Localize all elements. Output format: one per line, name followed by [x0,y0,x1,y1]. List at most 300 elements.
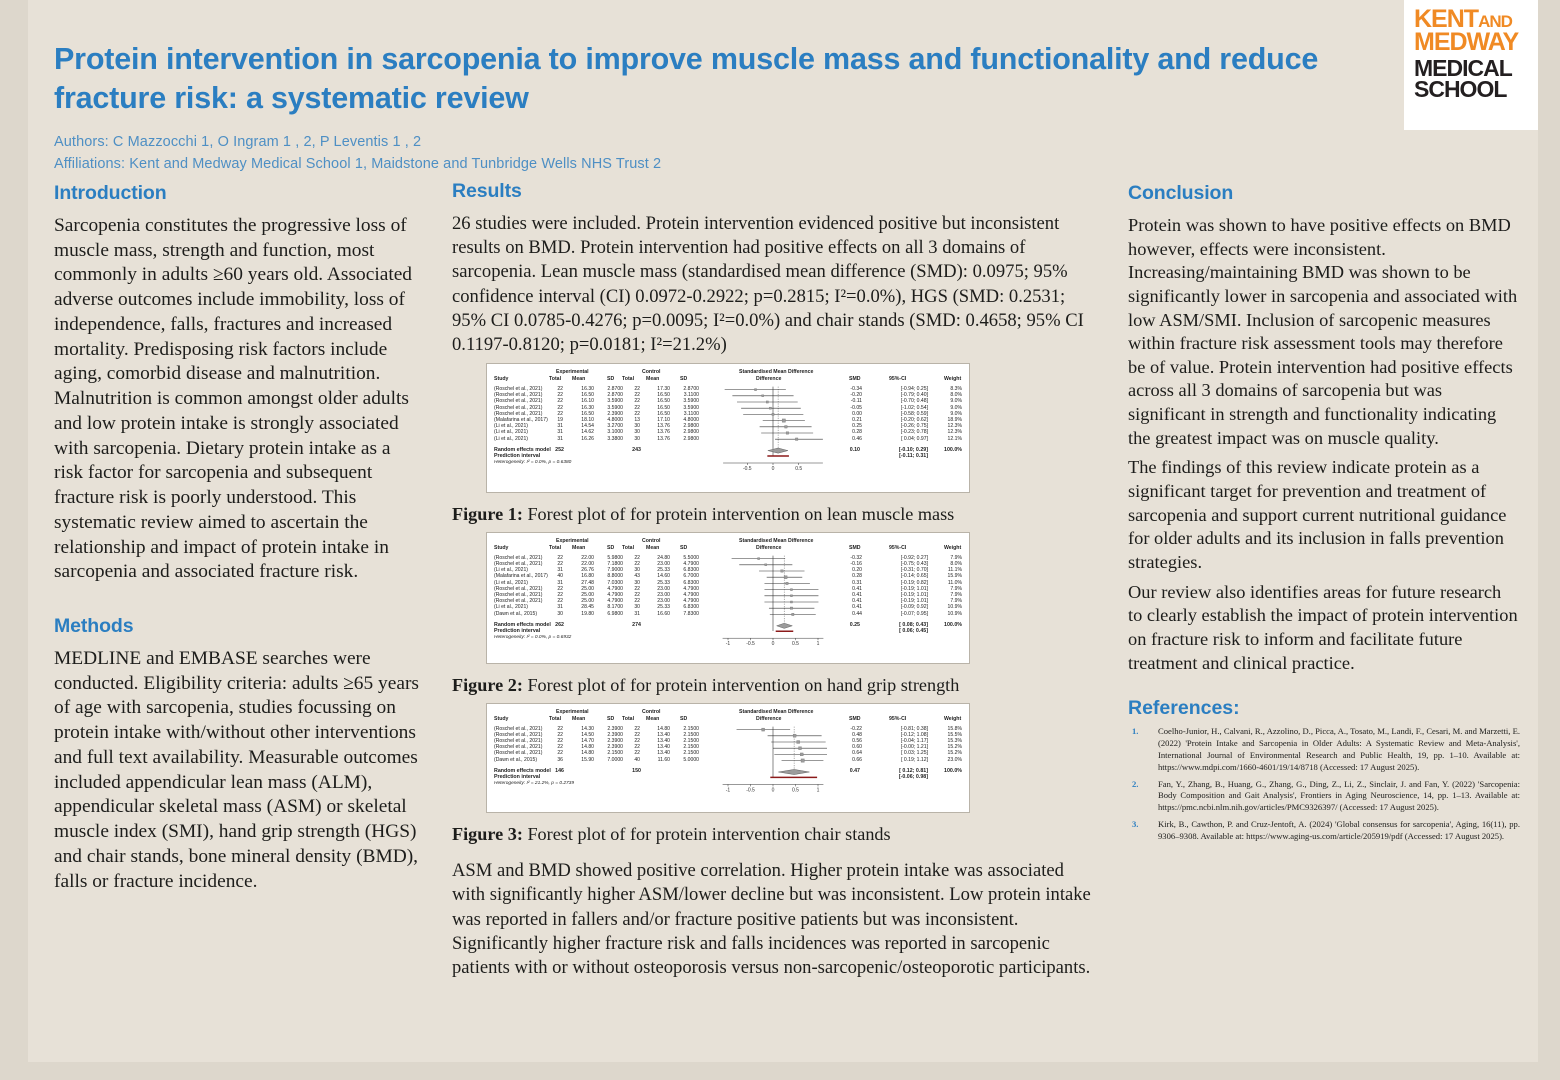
conclusion-paragraph-2: The findings of this review indicate protein as a significant target for prevention and treatment of sarcopenia and support current nutritional guidance for older adults and its inclusion in falls prevention strategies. [1128,457,1507,572]
cell-ci: [-0.26; 0.75] [900,423,928,430]
col-header-c-mean: Mean [646,376,660,383]
figure-1-caption-label: Figure 1: [452,504,523,525]
cell-c-sd: 7.8300 [683,610,699,617]
cell-weight: 10.9% [947,610,962,617]
cell-e-sd: 2.3900 [607,410,623,417]
cell-c-sd: 6.7000 [683,573,699,580]
cell-weight: 15.5% [947,731,962,738]
cell-c-total: 30 [634,567,640,574]
cell-ci: [-0.12; 1.08] [900,731,928,738]
methods-heading: Methods [54,615,134,638]
col-header-c-sd: SD [680,715,688,722]
figure-2-caption-label: Figure 2: [452,674,523,695]
logo-line-medical: MEDICAL [1414,54,1512,81]
introduction-heading: Introduction [54,182,167,204]
prediction-ci: [-0.11; 0.31] [899,452,928,459]
col-header-c-mean: Mean [646,544,660,551]
cell-study: (Roschel et al., 2021) [494,554,543,561]
cell-c-sd: 5.5000 [683,554,699,561]
cell-c-total: 22 [634,585,640,592]
cell-c-sd: 3.5900 [683,398,699,405]
cell-e-sd: 7.1800 [607,560,623,567]
cell-weight: 15.8% [947,725,962,732]
conclusion-paragraph-3: Our review also identifies areas for future research to clearly establish the impact of protein intervention on fracture risk to inform and facilitate future treatment and clinical practice. [1128,581,1518,673]
cell-c-total: 31 [634,610,640,617]
right-column [1128,182,1520,848]
col-header-ci: 95%-CI [889,715,907,722]
cell-weight: 8.0% [950,392,962,399]
cell-c-mean: 23.00 [657,598,670,605]
cell-c-total: 30 [634,604,640,611]
col-header-smd: SMD [849,376,861,383]
col-header-e-sd: SD [607,376,615,383]
cell-c-mean: 23.00 [657,560,670,567]
cell-c-mean: 13.76 [657,423,670,430]
cell-study: (Roschel et al., 2021) [494,386,543,393]
cell-c-total: 30 [634,423,640,430]
cell-e-total: 22 [557,750,563,757]
group-header-experimental: Experimental [556,537,589,544]
figure-3-caption-text: Forest plot of for protein intervention chair stands [522,823,891,844]
cell-e-mean: 14.70 [581,737,594,744]
cell-e-sd: 2.3900 [607,737,623,744]
group-header-control: Control [642,369,661,376]
cell-ci: [-0.58; 0.59] [900,410,928,417]
cell-ci: [-0.09; 0.92] [900,604,928,611]
cell-ci: [ 0.03; 1.25] [901,750,928,757]
svg-text:1: 1 [816,786,820,793]
prediction-label: Prediction interval [494,627,541,634]
cell-smd: 0.28 [852,573,862,580]
cell-c-mean: 13.40 [657,744,670,751]
col-header-c-total: Total [622,715,635,722]
cell-e-total: 22 [557,554,563,561]
cell-study: (Roschel et al., 2021) [494,410,543,417]
col-header-c-mean: Mean [646,715,660,722]
cell-weight: 8.0% [950,560,962,567]
col-header-smd: SMD [849,544,861,551]
cell-e-mean: 16.50 [581,392,594,399]
cell-c-sd: 2.1500 [683,744,699,751]
cell-ci: [-0.70; 0.48] [900,398,928,405]
figure-2-caption-text: Forest plot of for protein intervention on hand grip strength [522,674,960,695]
summary-smd: 0.47 [849,767,860,774]
cell-study: (Malafarina et al., 2017) [494,417,548,424]
cell-weight: 23.0% [947,756,962,763]
cell-c-sd: 4.8000 [683,417,699,424]
cell-c-sd: 6.8300 [683,567,699,574]
cell-e-mean: 22.00 [581,560,594,567]
cell-ci: [-0.19; 1.01] [900,598,928,605]
cell-c-mean: 16.50 [657,410,670,417]
cell-c-total: 22 [634,750,640,757]
cell-c-mean: 16.50 [657,392,670,399]
cell-smd: 0.21 [852,417,862,424]
cell-c-total: 22 [634,598,640,605]
cell-c-mean: 14.60 [657,573,670,580]
cell-c-mean: 25.33 [657,604,670,611]
cell-c-mean: 13.76 [657,435,670,442]
col-header-difference: Difference [756,376,782,383]
figure-1-caption [452,503,1092,526]
cell-c-total: 22 [634,725,640,732]
cell-e-sd: 3.5900 [607,398,623,405]
summary-e-total: 262 [555,621,564,628]
cell-weight: 7.9% [950,598,962,605]
cell-c-mean: 24.80 [657,554,670,561]
summary-ci: [ 0.12; 0.81] [899,767,928,774]
cell-e-sd: 8.8000 [607,573,623,580]
cell-e-mean: 14.54 [581,423,594,430]
group-header-smd: Standardised Mean Difference [739,537,814,544]
page-title: Protein intervention in sarcopenia to improve muscle mass and functionality and reduce fracture risk: a systematic review [54,42,1319,116]
cell-ci: [-0.31; 0.70] [900,567,928,574]
group-header-experimental: Experimental [556,369,589,376]
cell-c-sd: 3.1100 [683,410,699,417]
cell-smd: -0.34 [850,386,862,393]
summary-label: Random effects model [494,446,551,453]
figure3-content [487,704,969,812]
col-header-ci: 95%-CI [889,544,907,551]
cell-weight: 11.1% [947,567,962,574]
figure-1-caption-text: Forest plot of for protein intervention on lean muscle mass [522,504,955,525]
cell-e-total: 31 [557,423,563,430]
reference-item [1128,819,1520,843]
prediction-label: Prediction interval [494,452,541,459]
cell-c-mean: 13.40 [657,750,670,757]
cell-weight: 8.3% [950,386,962,393]
cell-c-sd: 2.1500 [683,737,699,744]
cell-c-mean: 17.30 [657,386,670,393]
cell-e-total: 31 [557,435,563,442]
svg-text:0.5: 0.5 [792,786,799,793]
cell-e-total: 22 [557,410,563,417]
cell-c-mean: 25.33 [657,579,670,586]
results-heading: Results [452,180,522,202]
col-header-e-sd: SD [607,544,615,551]
cell-e-total: 22 [557,560,563,567]
cell-smd: -0.32 [850,554,862,561]
col-header-e-total: Total [549,715,562,722]
cell-e-total: 31 [557,567,563,574]
methods-body: MEDLINE and EMBASE searches were conducted. Eligibility criteria: adults ≥65 years of age with sarcopenia, studies focussing on protein intake with/without other interventions and full text availability. Measurable outcomes included appendicular lean mass (ALM), appendicular skeletal mass (ASM) or skeletal muscle index (SMI), hand grip strength (HGS) and chair stands, bone mineral density (BMD), falls or fracture incidence. [54,648,419,892]
cell-study: (Roschel et al., 2021) [494,731,543,738]
cell-weight: 7.9% [950,591,962,598]
reference-text: Coelho-Junior, H., Calvani, R., Azzolino, D., Picca, A., Tosato, M., Landi, F., Cesari, M. and Marzetti, E. (2022) 'Protein Intake and Sarcopenia in Older Adults: A Systematic Review and Meta-Analysis', International Journal of Environmental Research and Public Health, 19, pp. 1–10. Available at: https://www.mdpi.com/1660-4601/19/14/8718 (Accessed: 17 August 2025). [1158,726,1520,772]
cell-smd: 0.56 [852,737,862,744]
col-header-e-mean: Mean [572,544,586,551]
cell-weight: 7.9% [950,554,962,561]
cell-weight: 12.3% [947,429,962,436]
cell-c-mean: 16.50 [657,398,670,405]
col-header-study: Study [494,544,509,551]
cell-weight: 10.9% [947,604,962,611]
cell-ci: [-0.04; 1.17] [900,737,928,744]
cell-e-sd: 4.7900 [607,591,623,598]
cell-ci: [-0.23; 0.78] [900,429,928,436]
cell-study: (Li et al., 2021) [494,435,528,442]
summary-weight: 100.0% [944,446,962,453]
cell-smd: 0.31 [852,579,862,586]
cell-smd: 0.41 [852,585,862,592]
cell-e-mean: 14.80 [581,744,594,751]
cell-e-sd: 7.0000 [607,756,623,763]
col-header-smd: SMD [849,715,861,722]
prediction-label: Prediction interval [494,773,541,780]
cell-weight: 15.3% [947,737,962,744]
col-header-e-mean: Mean [572,715,586,722]
cell-ci: [-0.94; 0.25] [900,386,928,393]
figure-3-caption-label: Figure 3: [452,823,523,844]
cell-e-sd: 3.1000 [607,429,623,436]
cell-weight: 12.1% [947,435,962,442]
cell-smd: 0.46 [852,435,862,442]
col-header-study: Study [494,376,509,383]
cell-e-mean: 19.80 [581,610,594,617]
cell-e-mean: 14.62 [581,429,594,436]
cell-c-sd: 2.1500 [683,750,699,757]
cell-e-mean: 16.30 [581,404,594,411]
cell-e-sd: 3.2700 [607,423,623,430]
cell-e-total: 22 [557,744,563,751]
cell-e-sd: 4.7900 [607,598,623,605]
cell-e-total: 22 [557,725,563,732]
references-heading: References: [1128,697,1240,720]
summary-label: Random effects model [494,767,551,774]
col-header-difference: Difference [756,544,782,551]
cell-c-sd: 2.1500 [683,725,699,732]
cell-e-sd: 2.1500 [607,750,623,757]
cell-e-total: 22 [557,392,563,399]
cell-c-sd: 2.8700 [683,386,699,393]
cell-e-mean: 25.00 [581,598,594,605]
cell-smd: 0.66 [852,756,862,763]
cell-c-sd: 4.7900 [683,585,699,592]
col-header-e-mean: Mean [572,376,586,383]
cell-e-total: 22 [557,404,563,411]
cell-e-sd: 4.7900 [607,585,623,592]
cell-e-total: 19 [557,417,563,424]
summary-c-total: 243 [632,446,641,453]
cell-e-sd: 2.8700 [607,392,623,399]
col-header-e-sd: SD [607,715,615,722]
cell-c-sd: 3.5900 [683,404,699,411]
reference-number: 3. [1132,819,1139,830]
cell-smd: 0.20 [852,567,862,574]
cell-c-total: 43 [634,573,640,580]
cell-ci: [-0.00; 1.21] [900,744,928,751]
cell-e-mean: 22.00 [581,554,594,561]
figure-2-caption [452,674,1092,697]
cell-c-sd: 2.1500 [683,731,699,738]
cell-e-sd: 2.3900 [607,731,623,738]
cell-study: (Roschel et al., 2021) [494,737,543,744]
cell-e-total: 36 [557,756,563,763]
col-header-c-total: Total [622,544,635,551]
prediction-ci: [-0.06; 0.98] [898,773,928,780]
cell-study: (Roschel et al., 2021) [494,725,543,732]
cell-ci: [-0.19; 1.01] [900,585,928,592]
kent-medway-medical-school-logo [1404,0,1538,130]
conclusion-paragraph-1: Protein was shown to have positive effects on BMD however, effects were inconsistent. Increasing/maintaining BMD was shown to be significantly lower in sarcopenia and associated with low ASM/SMI. Inclusion of sarcopenic measures within fracture risk assessment tools may therefore be of value. Protein intervention had positive effects across all 3 domains of sarcopenia but was significant in strength and functionality indicating the greatest impact was on muscle quality. [1128,215,1518,448]
reference-text: Fan, Y., Zhang, B., Huang, G., Zhang, G., Ding, Z., Li, Z., Sinclair, J. and Fan, Y. (2022) 'Sarcopenia: Body Composition and Gait Analysis', Frontiers in Aging Neuroscience, 14, pp. 1–13. Available at: https://pmc.ncbi.nlm.nih.gov/articles/PMC9326397/ (Accessed: 17 August 2025). [1158,778,1520,813]
cell-e-sd: 2.8700 [607,386,623,393]
cell-ci: [-0.07; 0.95] [900,610,928,617]
figure3-plot-svg [487,706,969,810]
cell-ci: [-1.02; 0.54] [900,404,928,411]
cell-smd: 0.28 [852,429,862,436]
cell-c-mean: 13.40 [657,731,670,738]
cell-study: (Roschel et al., 2021) [494,398,543,405]
figure2-plot-svg [487,535,969,661]
cell-ci: [-0.75; 0.43] [900,560,928,567]
cell-e-sd: 6.9800 [607,610,623,617]
col-header-weight: Weight [944,376,962,383]
reference-item [1128,779,1520,815]
cell-ci: [-0.92; 0.27] [900,554,928,561]
cell-study: (Roschel et al., 2021) [494,392,543,399]
cell-smd: 0.41 [852,604,862,611]
cell-e-total: 22 [557,585,563,592]
cell-smd: 0.41 [852,598,862,605]
cell-c-total: 22 [634,386,640,393]
cell-e-mean: 14.50 [581,731,594,738]
cell-c-mean: 23.00 [657,591,670,598]
figure-2-forest-plot [486,532,970,664]
logo-line-medway: MEDWAY [1414,28,1519,57]
cell-ci: [-0.79; 0.40] [900,392,928,399]
cell-weight: 9.0% [950,404,962,411]
col-header-c-sd: SD [680,376,688,383]
cell-c-mean: 14.80 [657,725,670,732]
group-header-experimental: Experimental [556,708,589,715]
cell-smd: -0.05 [850,404,862,411]
cell-study: (Malafarina et al., 2017) [494,573,548,580]
cell-smd: -0.20 [850,392,862,399]
svg-text:-0.5: -0.5 [746,640,755,647]
col-header-e-total: Total [549,544,562,551]
group-header-smd: Standardised Mean Difference [739,708,814,715]
cell-ci: [-0.19; 1.01] [900,591,928,598]
cell-c-total: 22 [634,737,640,744]
cell-c-total: 40 [634,756,640,763]
heterogeneity-note: Heterogeneity: I² = 0.0%, p = 0.6380 [494,459,572,465]
group-header-control: Control [642,537,661,544]
cell-e-total: 31 [557,579,563,586]
figure-3-forest-plot [486,703,970,813]
cell-c-total: 22 [634,560,640,567]
cell-e-mean: 16.50 [581,410,594,417]
cell-weight: 18.9% [947,417,962,424]
cell-study: (Roschel et al., 2021) [494,591,543,598]
cell-e-mean: 14.80 [581,750,594,757]
col-header-weight: Weight [944,715,962,722]
cell-study: (Roschel et al., 2021) [494,585,543,592]
right-edge-strip [1538,0,1560,1080]
summary-ci: [-0.10; 0.29] [898,446,928,453]
cell-study: (Li et al., 2021) [494,429,528,436]
summary-c-total: 274 [632,621,641,628]
cell-e-sd: 3.3800 [607,435,623,442]
col-header-weight: Weight [944,544,962,551]
cell-study: (Dawn et al., 2015) [494,610,538,617]
cell-c-sd: 2.9800 [683,435,699,442]
col-header-study: Study [494,715,509,722]
cell-smd: 0.64 [852,750,862,757]
col-header-c-total: Total [622,376,635,383]
conclusion-heading: Conclusion [1128,182,1234,204]
bottom-edge-strip [0,1062,1560,1080]
cell-e-sd: 2.3900 [607,725,623,732]
cell-c-mean: 13.40 [657,737,670,744]
cell-smd: 0.41 [852,591,862,598]
summary-smd: 0.25 [849,621,860,628]
figure-1-forest-plot [486,363,970,493]
cell-e-mean: 14.30 [581,725,594,732]
cell-e-sd: 5.9800 [607,554,623,561]
cell-study: (Li et al., 2021) [494,604,528,611]
group-header-smd: Standardised Mean Difference [739,369,814,376]
cell-e-sd: 3.5900 [607,404,623,411]
cell-c-sd: 4.7900 [683,591,699,598]
cell-c-total: 30 [634,429,640,436]
svg-text:0.5: 0.5 [792,640,799,647]
group-header-control: Control [642,708,661,715]
cell-e-sd: 8.1700 [607,604,623,611]
left-column [54,182,424,900]
svg-text:0.5: 0.5 [795,466,803,473]
logo-line-school: SCHOOL [1414,75,1507,102]
cell-study: (Li et al., 2021) [494,579,528,586]
cell-e-total: 40 [557,573,563,580]
cell-study: (Roschel et al., 2021) [494,744,543,751]
cell-c-total: 13 [634,417,640,424]
cell-c-sd: 3.1100 [683,392,699,399]
cell-weight: 15.9% [947,573,962,580]
cell-smd: -0.22 [850,725,862,732]
cell-c-total: 22 [634,744,640,751]
reference-text: Kirk, B., Cawthon, P. and Cruz-Jentoft, A. (2024) 'Global consensus for sarcopenia', Aging, 16(11), pp. 9306–9308. Available at: https://www.aging-us.com/article/205919/pdf (Accessed: 17 August 2025). [1158,819,1520,842]
summary-c-total: 150 [632,767,641,774]
authors-line: Authors: C Mazzocchi 1, O Ingram 1 , 2, P Leventis 1 , 2 [54,134,422,151]
cell-ci: [-0.19; 0.82] [900,579,928,586]
cell-smd: 0.00 [852,410,862,417]
figure1-plot-svg [487,366,969,490]
cell-c-mean: 13.76 [657,429,670,436]
cell-c-sd: 6.8300 [683,604,699,611]
cell-weight: 11.0% [947,579,962,586]
svg-text:-1: -1 [725,786,731,793]
cell-study: (Li et al., 2021) [494,567,528,574]
cell-weight: 7.9% [950,585,962,592]
middle-column [452,180,1092,986]
cell-e-mean: 25.00 [581,591,594,598]
figure1-content [487,364,969,492]
cell-e-mean: 18.10 [581,417,594,424]
cell-ci: [-0.14; 0.65] [900,573,928,580]
reference-number: 2. [1132,778,1139,789]
cell-c-total: 22 [634,591,640,598]
col-header-ci: 95%-CI [889,376,907,383]
cell-c-mean: 16.60 [657,610,670,617]
cell-c-total: 22 [634,554,640,561]
cell-ci: [-0.81; 0.38] [900,725,928,732]
cell-study: (Li et al., 2021) [494,423,528,430]
cell-c-mean: 25.33 [657,567,670,574]
cell-e-total: 22 [557,591,563,598]
svg-text:0: 0 [771,786,775,793]
svg-text:0: 0 [771,640,775,647]
